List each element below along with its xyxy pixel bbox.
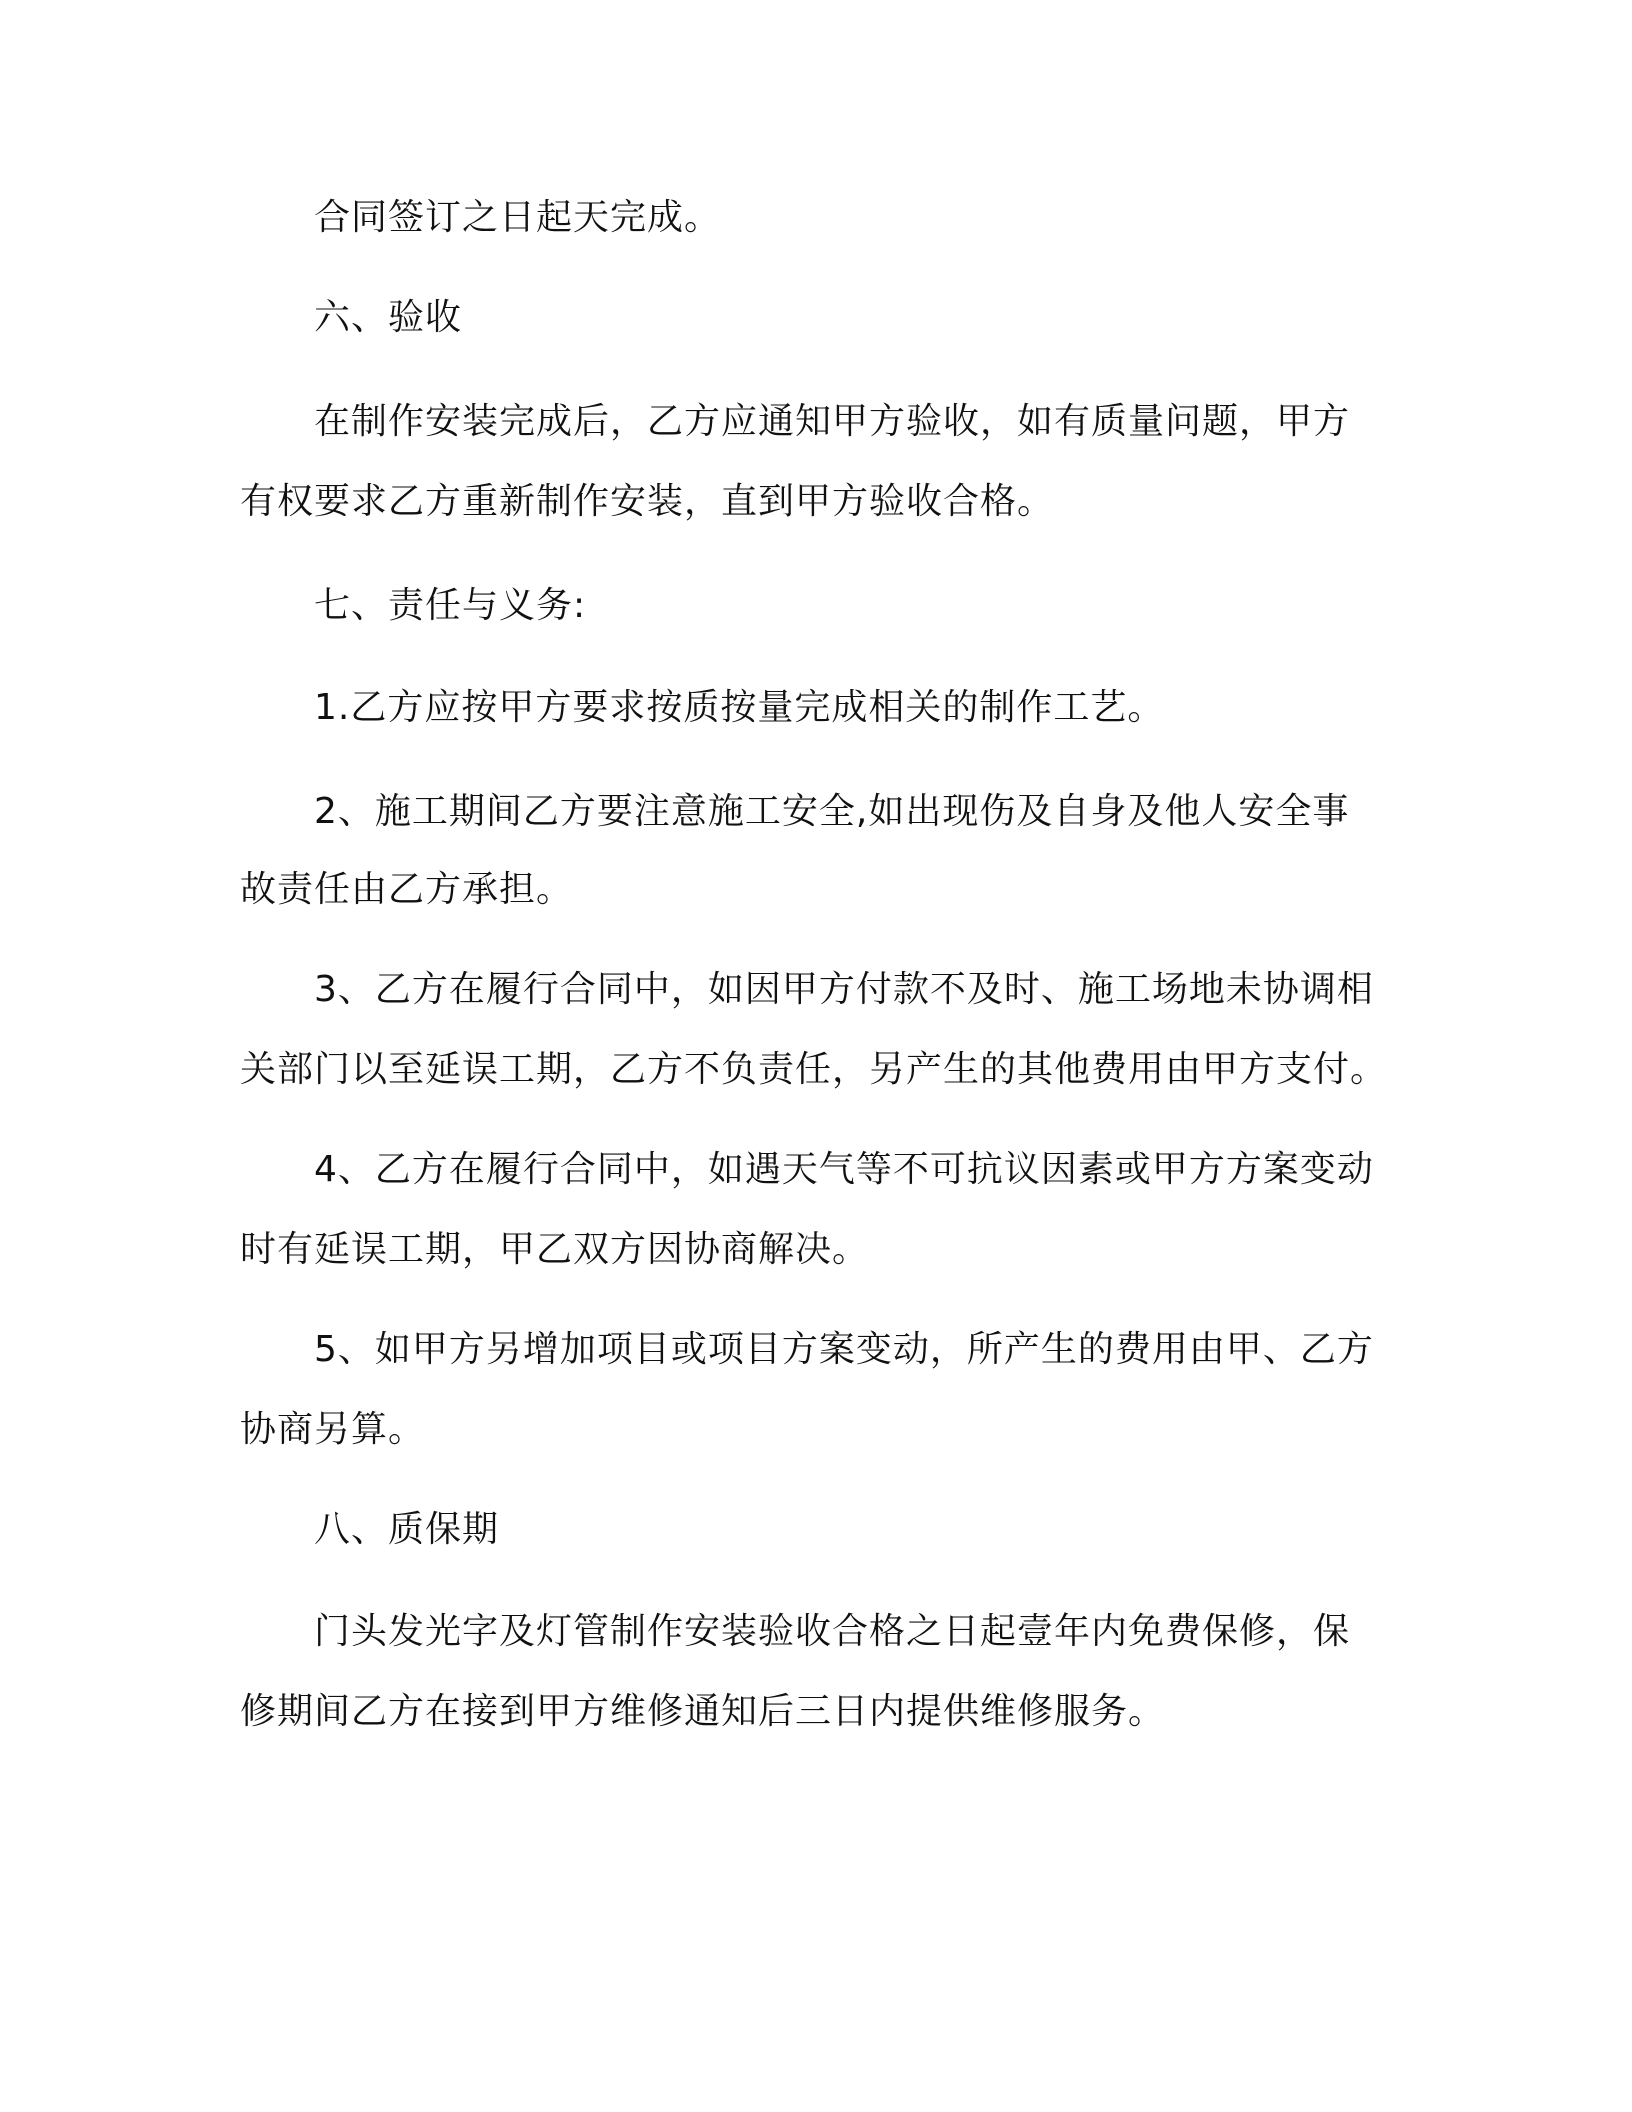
paragraph-completion-line: 合同签订之日起天完成。 <box>314 197 722 238</box>
section-6-body-line-2: 有权要求乙方重新制作安装，直到甲方验收合格。 <box>240 481 1055 522</box>
section-7-item-1: 1.乙方应按甲方要求按质按量完成相关的制作工艺。 <box>314 687 1165 728</box>
section-8-body-line-1: 门头发光字及灯管制作安装验收合格之日起壹年内免费保修，保 <box>314 1611 1351 1652</box>
section-7-item-3-line-1: 3、乙方在履行合同中，如因甲方付款不及时、施工场地未协调相 <box>314 969 1374 1010</box>
section-7-item-4-line-2: 时有延误工期，甲乙双方因协商解决。 <box>240 1229 870 1270</box>
section-7-item-4-line-1: 4、乙方在履行合同中，如遇天气等不可抗议因素或甲方方案变动 <box>314 1149 1374 1190</box>
section-7-heading: 七、责任与义务: <box>314 585 587 626</box>
section-7-item-2-line-2: 故责任由乙方承担。 <box>240 869 574 910</box>
section-7-item-2-line-1: 2、施工期间乙方要注意施工安全,如出现伤及自身及他人安全事 <box>314 791 1350 832</box>
section-7-item-3-line-2: 关部门以至延误工期，乙方不负责任，另产生的其他费用由甲方支付。 <box>240 1049 1388 1090</box>
section-8-heading: 八、质保期 <box>314 1509 500 1550</box>
section-7-item-5-line-1: 5、如甲方另增加项目或项目方案变动，所产生的费用由甲、乙方 <box>314 1329 1374 1370</box>
section-8-body-line-2: 修期间乙方在接到甲方维修通知后三日内提供维修服务。 <box>240 1691 1166 1732</box>
section-7-item-5-line-2: 协商另算。 <box>240 1409 426 1450</box>
section-6-heading: 六、验收 <box>314 297 463 338</box>
section-6-body-line-1: 在制作安装完成后，乙方应通知甲方验收，如有质量问题，甲方 <box>314 401 1351 442</box>
